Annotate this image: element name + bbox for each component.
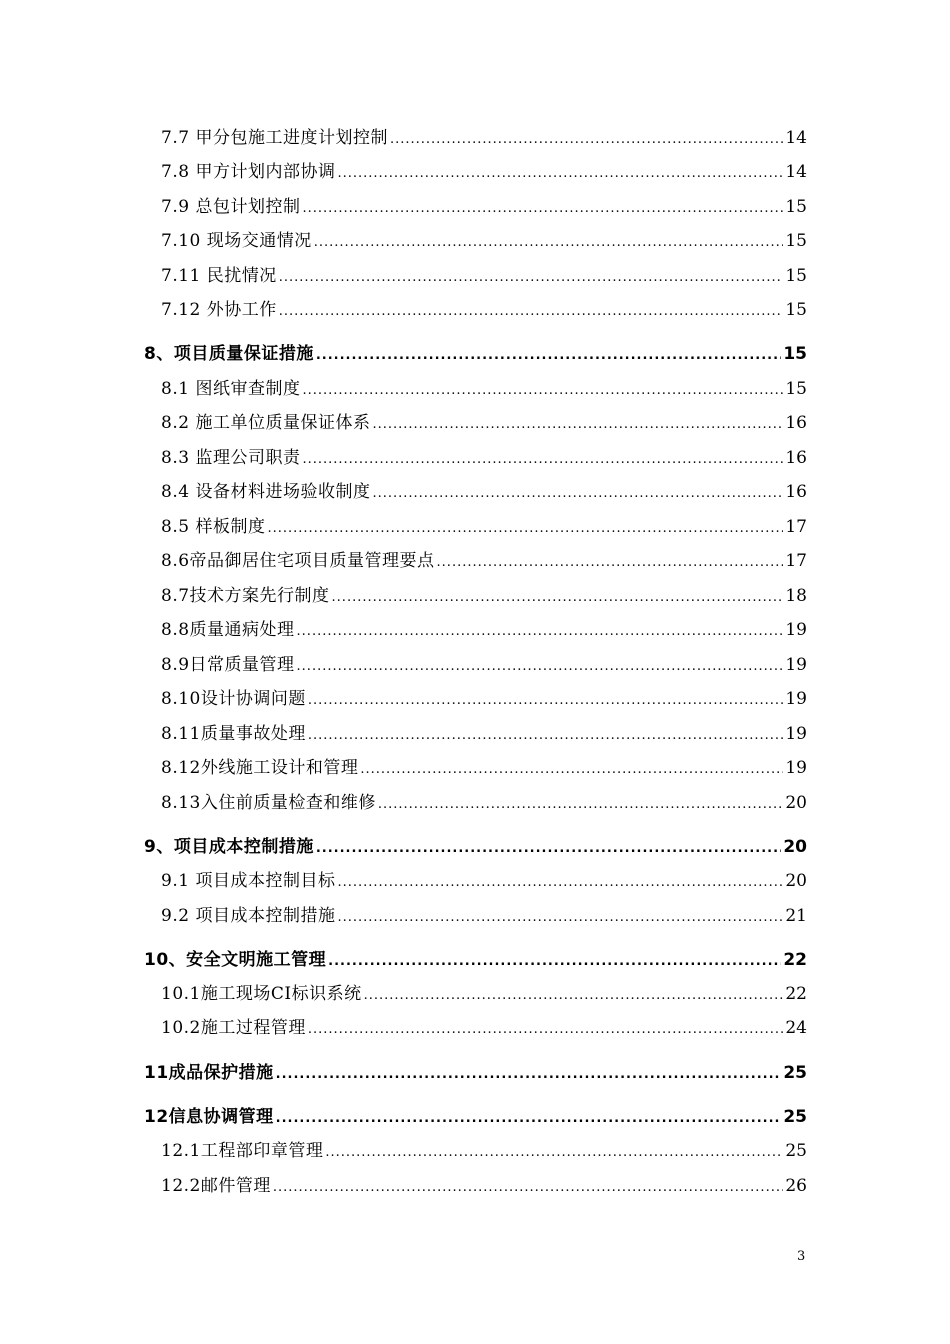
toc-entry-7-8[interactable]: 7.8 甲方计划内部协调 ..... 14 — [161, 161, 807, 185]
toc-page-number: 20 — [785, 793, 807, 813]
dot-leader — [316, 343, 781, 367]
toc-entry-8[interactable]: 8、项目质量保证措施 ..... 15 — [144, 343, 807, 367]
dot-leader — [276, 1062, 782, 1086]
dot-leader — [302, 378, 783, 402]
toc-entry-8-1[interactable]: 8.1 图纸审查制度 ..... 15 — [161, 378, 807, 402]
toc-page-number: 16 — [785, 413, 807, 433]
dot-leader — [276, 1106, 782, 1130]
toc-page-number: 22 — [783, 950, 807, 970]
toc-entry-7-11[interactable]: 7.11 民扰情况 ..... 15 — [161, 265, 807, 289]
toc-page-number: 16 — [785, 482, 807, 502]
toc-page-number: 25 — [783, 1063, 807, 1083]
toc-entry-9-2[interactable]: 9.2 项目成本控制措施 ..... 21 — [161, 905, 807, 929]
dot-leader — [267, 516, 783, 540]
toc-page-number: 19 — [785, 724, 807, 744]
toc-page-number: 15 — [785, 266, 807, 286]
toc-entry-12-1[interactable]: 12.1工程部印章管理 ..... 25 — [161, 1140, 807, 1164]
dot-leader — [337, 161, 783, 185]
toc-entry-11[interactable]: 11成品保护措施 ..... 25 — [144, 1062, 807, 1086]
dot-leader — [325, 1140, 783, 1164]
toc-page-number: 22 — [785, 984, 807, 1004]
toc-page-number: 15 — [785, 300, 807, 320]
dot-leader — [337, 870, 783, 894]
dot-leader — [364, 983, 784, 1007]
toc-entry-12-2[interactable]: 12.2邮件管理 ..... 26 — [161, 1175, 807, 1199]
dot-leader — [279, 299, 784, 323]
toc-page-number: 14 — [785, 162, 807, 182]
toc-entry-10-1[interactable]: 10.1施工现场CI标识系统 ..... 22 — [161, 983, 807, 1007]
dot-leader — [437, 550, 784, 574]
toc-entry-7-10[interactable]: 7.10 现场交通情况 ..... 15 — [161, 230, 807, 254]
toc-page-number: 24 — [785, 1018, 807, 1038]
toc-page-number: 19 — [785, 620, 807, 640]
dot-leader — [302, 447, 783, 471]
dot-leader — [316, 836, 781, 860]
dot-leader — [308, 688, 784, 712]
toc-page-number: 19 — [785, 689, 807, 709]
dot-leader — [378, 792, 784, 816]
toc-page-number: 15 — [785, 231, 807, 251]
toc-entry-8-7[interactable]: 8.7技术方案先行制度 ..... 18 — [161, 585, 807, 609]
toc-page-number: 17 — [785, 551, 807, 571]
page-footer-number: 3 — [797, 1249, 806, 1264]
toc-entry-8-13[interactable]: 8.13入住前质量检查和维修 ..... 20 — [161, 792, 807, 816]
toc-entry-8-11[interactable]: 8.11质量事故处理 ..... 19 — [161, 723, 807, 747]
dot-leader — [314, 230, 784, 254]
dot-leader — [332, 585, 784, 609]
dot-leader — [273, 1175, 784, 1199]
toc-entry-8-6[interactable]: 8.6帝品御居住宅项目质量管理要点 ..... 17 — [161, 550, 807, 574]
toc-entry-10-2[interactable]: 10.2施工过程管理 ..... 24 — [161, 1017, 807, 1041]
toc-entry-10[interactable]: 10、安全文明施工管理 ..... 22 — [144, 949, 807, 973]
toc-entry-7-7[interactable]: 7.7 甲分包施工进度计划控制 ..... 14 — [161, 127, 807, 151]
dot-leader — [308, 1017, 784, 1041]
toc-entry-8-12[interactable]: 8.12外线施工设计和管理 ..... 19 — [161, 757, 807, 781]
toc-entry-8-8[interactable]: 8.8质量通病处理 ..... 19 — [161, 619, 807, 643]
dot-leader — [279, 265, 784, 289]
toc-page-number: 17 — [785, 517, 807, 537]
dot-leader — [302, 196, 783, 220]
toc-page-number: 15 — [783, 344, 807, 364]
toc-entry-8-4[interactable]: 8.4 设备材料进场验收制度 ..... 16 — [161, 481, 807, 505]
toc-page-number: 19 — [785, 655, 807, 675]
toc-page-number: 25 — [785, 1141, 807, 1161]
toc-entry-7-12[interactable]: 7.12 外协工作 ..... 15 — [161, 299, 807, 323]
toc-page-number: 15 — [785, 197, 807, 217]
toc-entry-8-5[interactable]: 8.5 样板制度 ..... 17 — [161, 516, 807, 540]
dot-leader — [308, 723, 784, 747]
toc-page-number: 21 — [785, 906, 807, 926]
dot-leader — [337, 905, 783, 929]
toc-page-number: 25 — [783, 1107, 807, 1127]
dot-leader — [390, 127, 783, 151]
toc-page-number: 14 — [785, 128, 807, 148]
dot-leader — [372, 412, 783, 436]
toc-entry-9[interactable]: 9、项目成本控制措施 ..... 20 — [144, 836, 807, 860]
toc-page-number: 16 — [785, 448, 807, 468]
toc-entry-7-9[interactable]: 7.9 总包计划控制 ..... 15 — [161, 196, 807, 220]
dot-leader — [360, 757, 783, 781]
dot-leader — [372, 481, 783, 505]
dot-leader — [297, 619, 784, 643]
toc-page-number: 15 — [785, 379, 807, 399]
toc-entry-8-2[interactable]: 8.2 施工单位质量保证体系 ..... 16 — [161, 412, 807, 436]
dot-leader — [328, 949, 781, 973]
toc-page-number: 20 — [785, 871, 807, 891]
toc-entry-9-1[interactable]: 9.1 项目成本控制目标 ..... 20 — [161, 870, 807, 894]
toc-entry-8-9[interactable]: 8.9日常质量管理 ..... 19 — [161, 654, 807, 678]
toc-entry-8-10[interactable]: 8.10设计协调问题 ..... 19 — [161, 688, 807, 712]
toc-page-number: 26 — [785, 1176, 807, 1196]
toc-page-number: 19 — [785, 758, 807, 778]
toc-entry-12[interactable]: 12信息协调管理 ..... 25 — [144, 1106, 807, 1130]
toc-entry-8-3[interactable]: 8.3 监理公司职责 ..... 16 — [161, 447, 807, 471]
dot-leader — [297, 654, 784, 678]
toc-page-number: 18 — [785, 586, 807, 606]
toc-page-number: 20 — [783, 837, 807, 857]
